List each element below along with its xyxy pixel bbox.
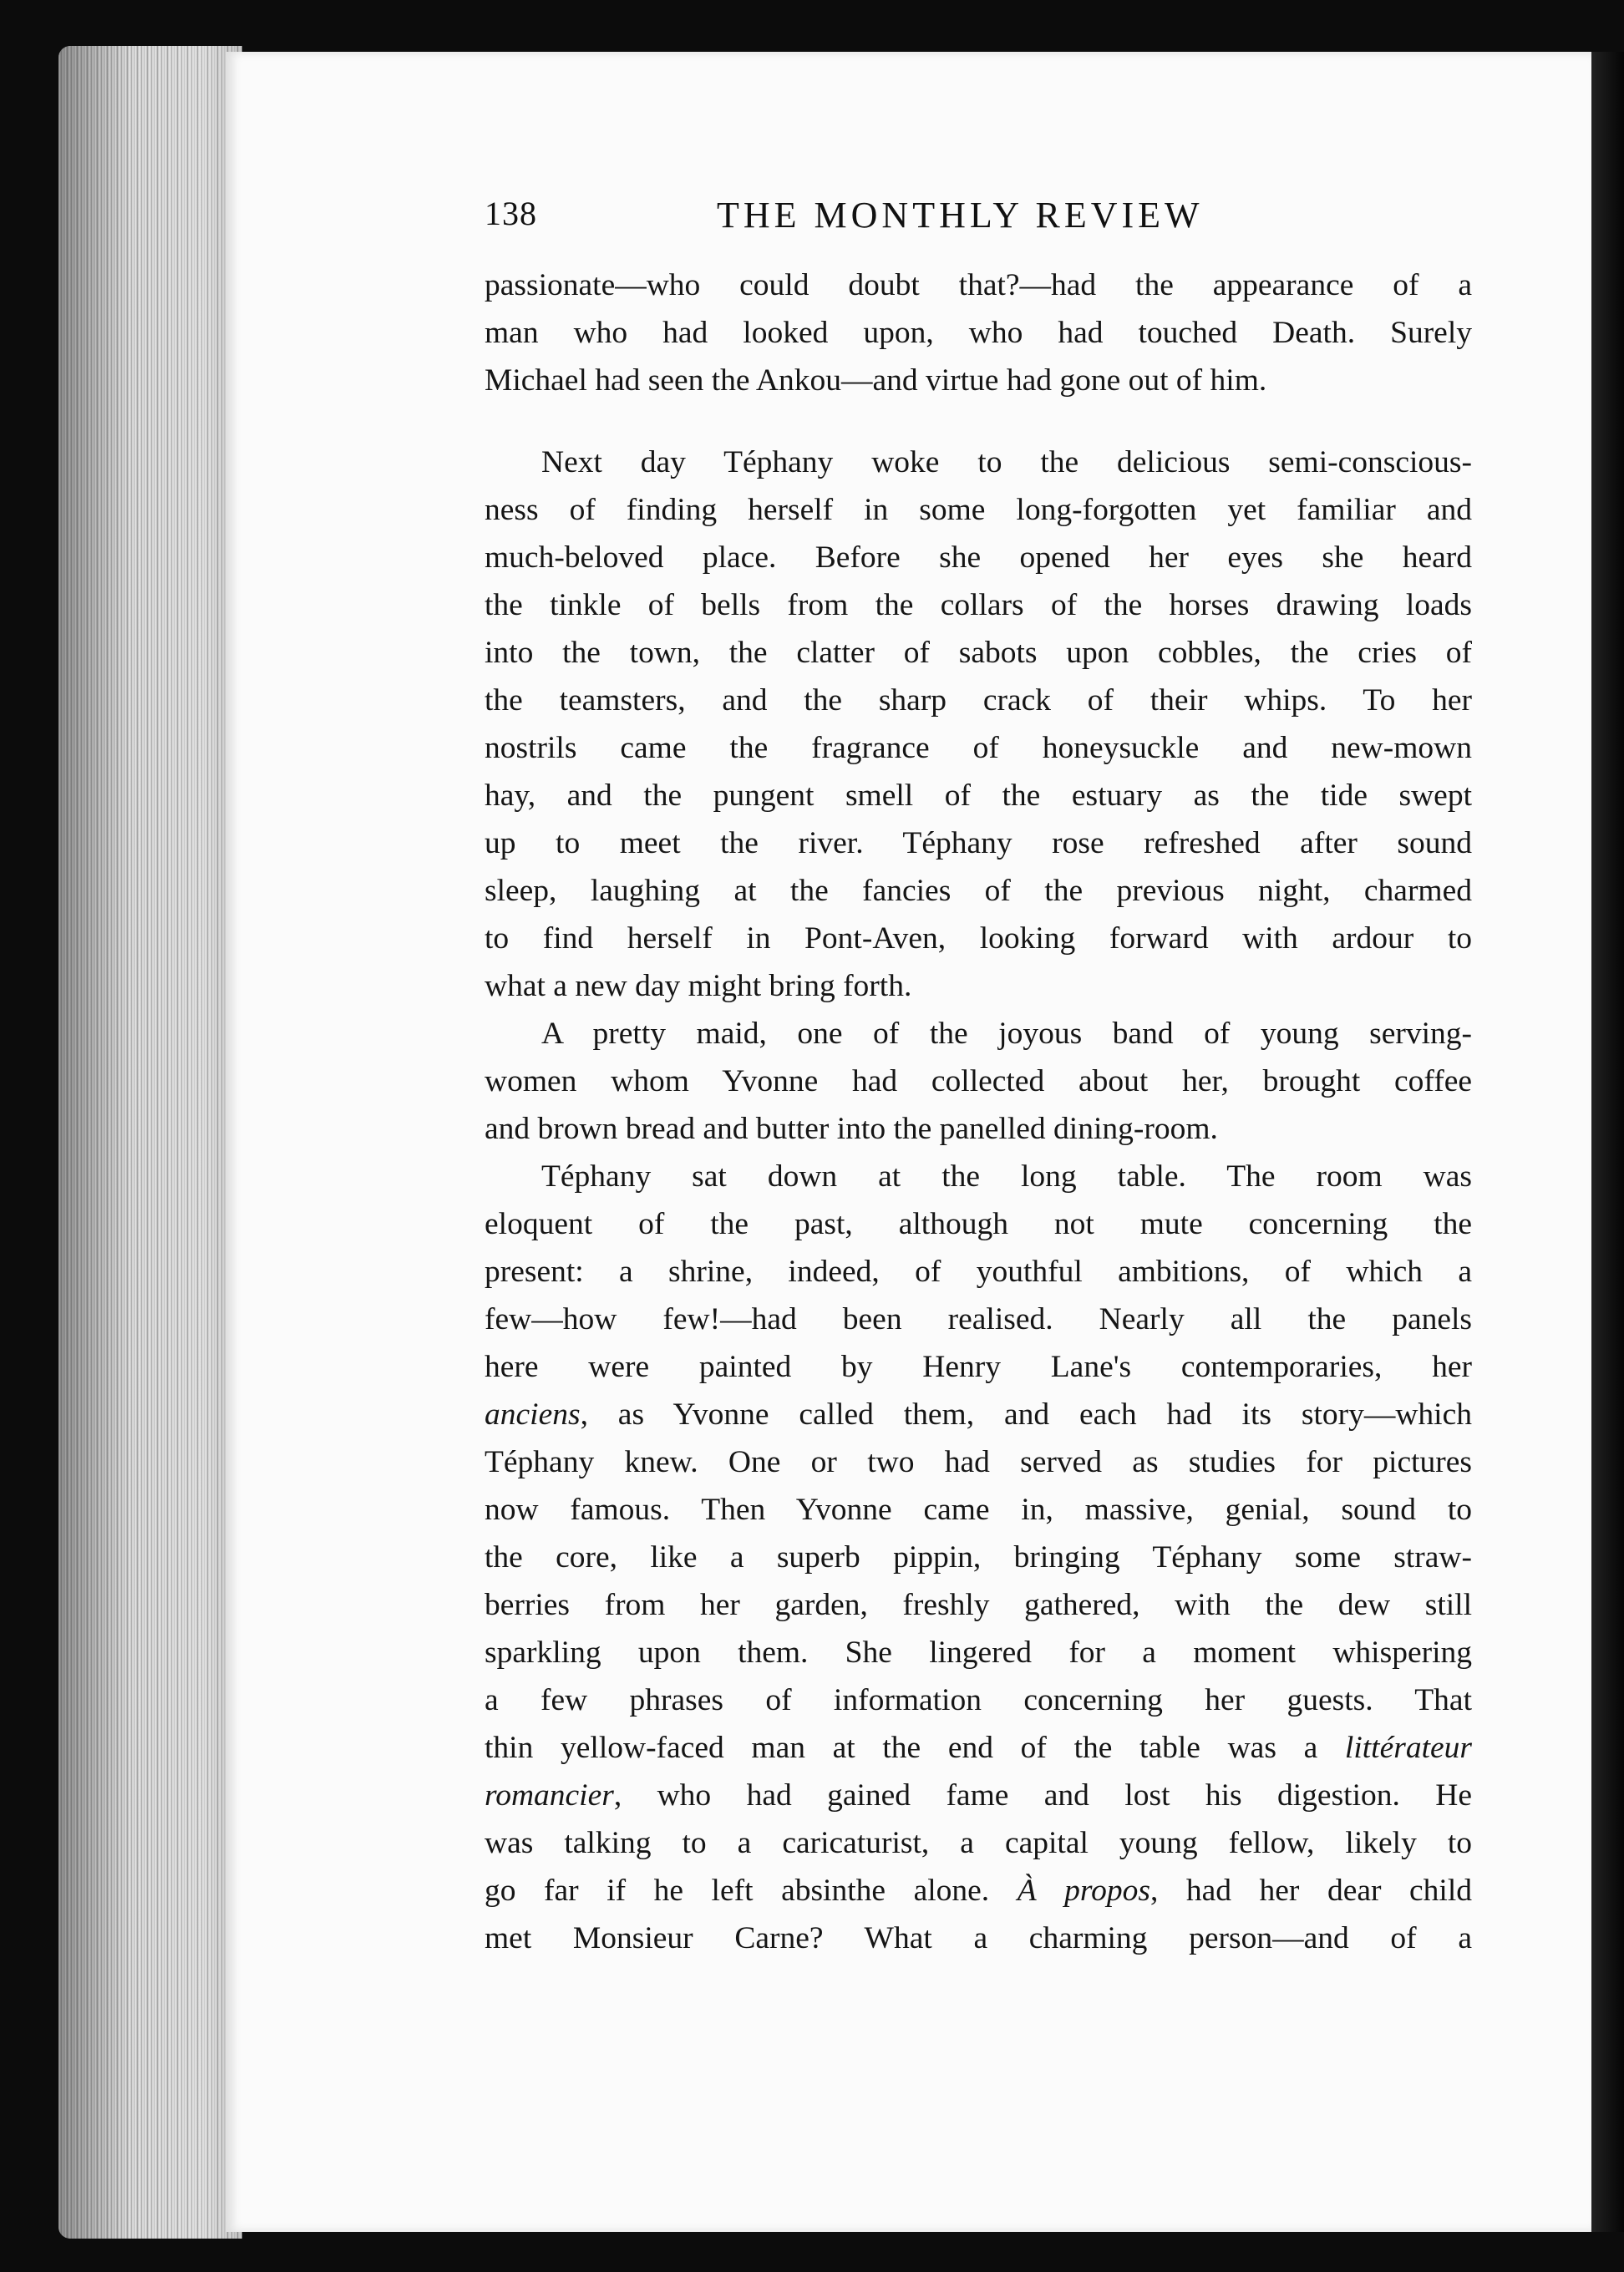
- line-text: go far if he left absinthe alone.: [485, 1874, 1018, 1908]
- text-line: [485, 1772, 1472, 1819]
- text-line: Next day Téphany woke to the delicious semi-conscious-: [541, 445, 1472, 479]
- body-text: [485, 261, 1472, 1962]
- text-line: a few phrases of information concerning her guests. That: [485, 1683, 1472, 1717]
- text-line: eloquent of the past, although not mute concerning the: [485, 1207, 1472, 1241]
- italic-term: littérateur: [1344, 1731, 1472, 1765]
- text-line: to find herself in Pont-Aven, looking forward with ardour to: [485, 921, 1472, 956]
- text-line: man who had looked upon, who had touched Death. Surely: [485, 316, 1472, 350]
- text-line: up to meet the river. Téphany rose refreshed after sound: [485, 826, 1472, 860]
- text-line: into the town, the clatter of sabots upon cobbles, the cries of: [485, 636, 1472, 670]
- text-line: the tinkle of bells from the collars of the horses drawing loads: [485, 588, 1472, 622]
- section-break: [485, 404, 1472, 439]
- italic-term: anciens: [485, 1397, 581, 1432]
- text-line: and brown bread and butter into the panelled dining-room.: [485, 1112, 1218, 1146]
- italic-term: romancier: [485, 1778, 614, 1813]
- text-line: [485, 1724, 1472, 1772]
- text-line: the core, like a superb pippin, bringing Téphany some straw-: [485, 1540, 1472, 1575]
- text-line: few—how few!—had been realised. Nearly all the panels: [485, 1302, 1472, 1336]
- text-line: ness of finding herself in some long-forgotten yet familiar and: [485, 493, 1472, 527]
- line-rest: , who had gained fame and lost his digestion. He: [613, 1778, 1472, 1813]
- text-line: women whom Yvonne had collected about her, brought coffee: [485, 1064, 1472, 1098]
- text-line: Téphany knew. One or two had served as studies for pictures: [485, 1445, 1472, 1479]
- line-text: thin yellow-faced man at the end of the table was a: [485, 1731, 1345, 1765]
- running-title: THE MONTHLY REVIEW: [717, 195, 1204, 236]
- text-line: Téphany sat down at the long table. The room was: [541, 1159, 1472, 1194]
- italic-term: À propos: [1017, 1874, 1150, 1908]
- line-rest: , had her dear child: [1149, 1874, 1473, 1908]
- page-number: 138: [485, 195, 537, 232]
- gutter-shadow: [1591, 52, 1624, 2232]
- text-line: sparkling upon them. She lingered for a moment whispering: [485, 1636, 1472, 1670]
- text-line: hay, and the pungent smell of the estuary as the tide swept: [485, 778, 1472, 813]
- text-line: met Monsieur Carne? What a charming person—and of a: [485, 1921, 1472, 1955]
- line-rest: , as Yvonne called them, and each had its story—which: [580, 1397, 1472, 1432]
- text-line: was talking to a caricaturist, a capital young fellow, likely to: [485, 1826, 1472, 1860]
- text-line: the teamsters, and the sharp crack of their whips. To her: [485, 683, 1472, 718]
- running-header: [485, 194, 1470, 244]
- text-line: here were painted by Henry Lane's contemporaries, her: [485, 1350, 1472, 1384]
- text-line: [485, 1867, 1472, 1914]
- text-line: now famous. Then Yvonne came in, massive, genial, sound to: [485, 1493, 1472, 1527]
- page-edges: [58, 46, 242, 2239]
- text-line: Michael had seen the Ankou—and virtue had gone out of him.: [485, 363, 1267, 398]
- text-line: A pretty maid, one of the joyous band of young serving-: [541, 1017, 1472, 1051]
- text-line: present: a shrine, indeed, of youthful ambitions, of which a: [485, 1255, 1472, 1289]
- text-line: [485, 1391, 1472, 1438]
- text-line: much-beloved place. Before she opened her eyes she heard: [485, 540, 1472, 575]
- text-line: passionate—who could doubt that?—had the appearance of a: [485, 268, 1472, 302]
- text-line: berries from her garden, freshly gathered, with the dew still: [485, 1588, 1472, 1622]
- text-line: what a new day might bring forth.: [485, 969, 912, 1003]
- text-line: nostrils came the fragrance of honeysuckle and new-mown: [485, 731, 1472, 765]
- text-line: sleep, laughing at the fancies of the previous night, charmed: [485, 874, 1472, 908]
